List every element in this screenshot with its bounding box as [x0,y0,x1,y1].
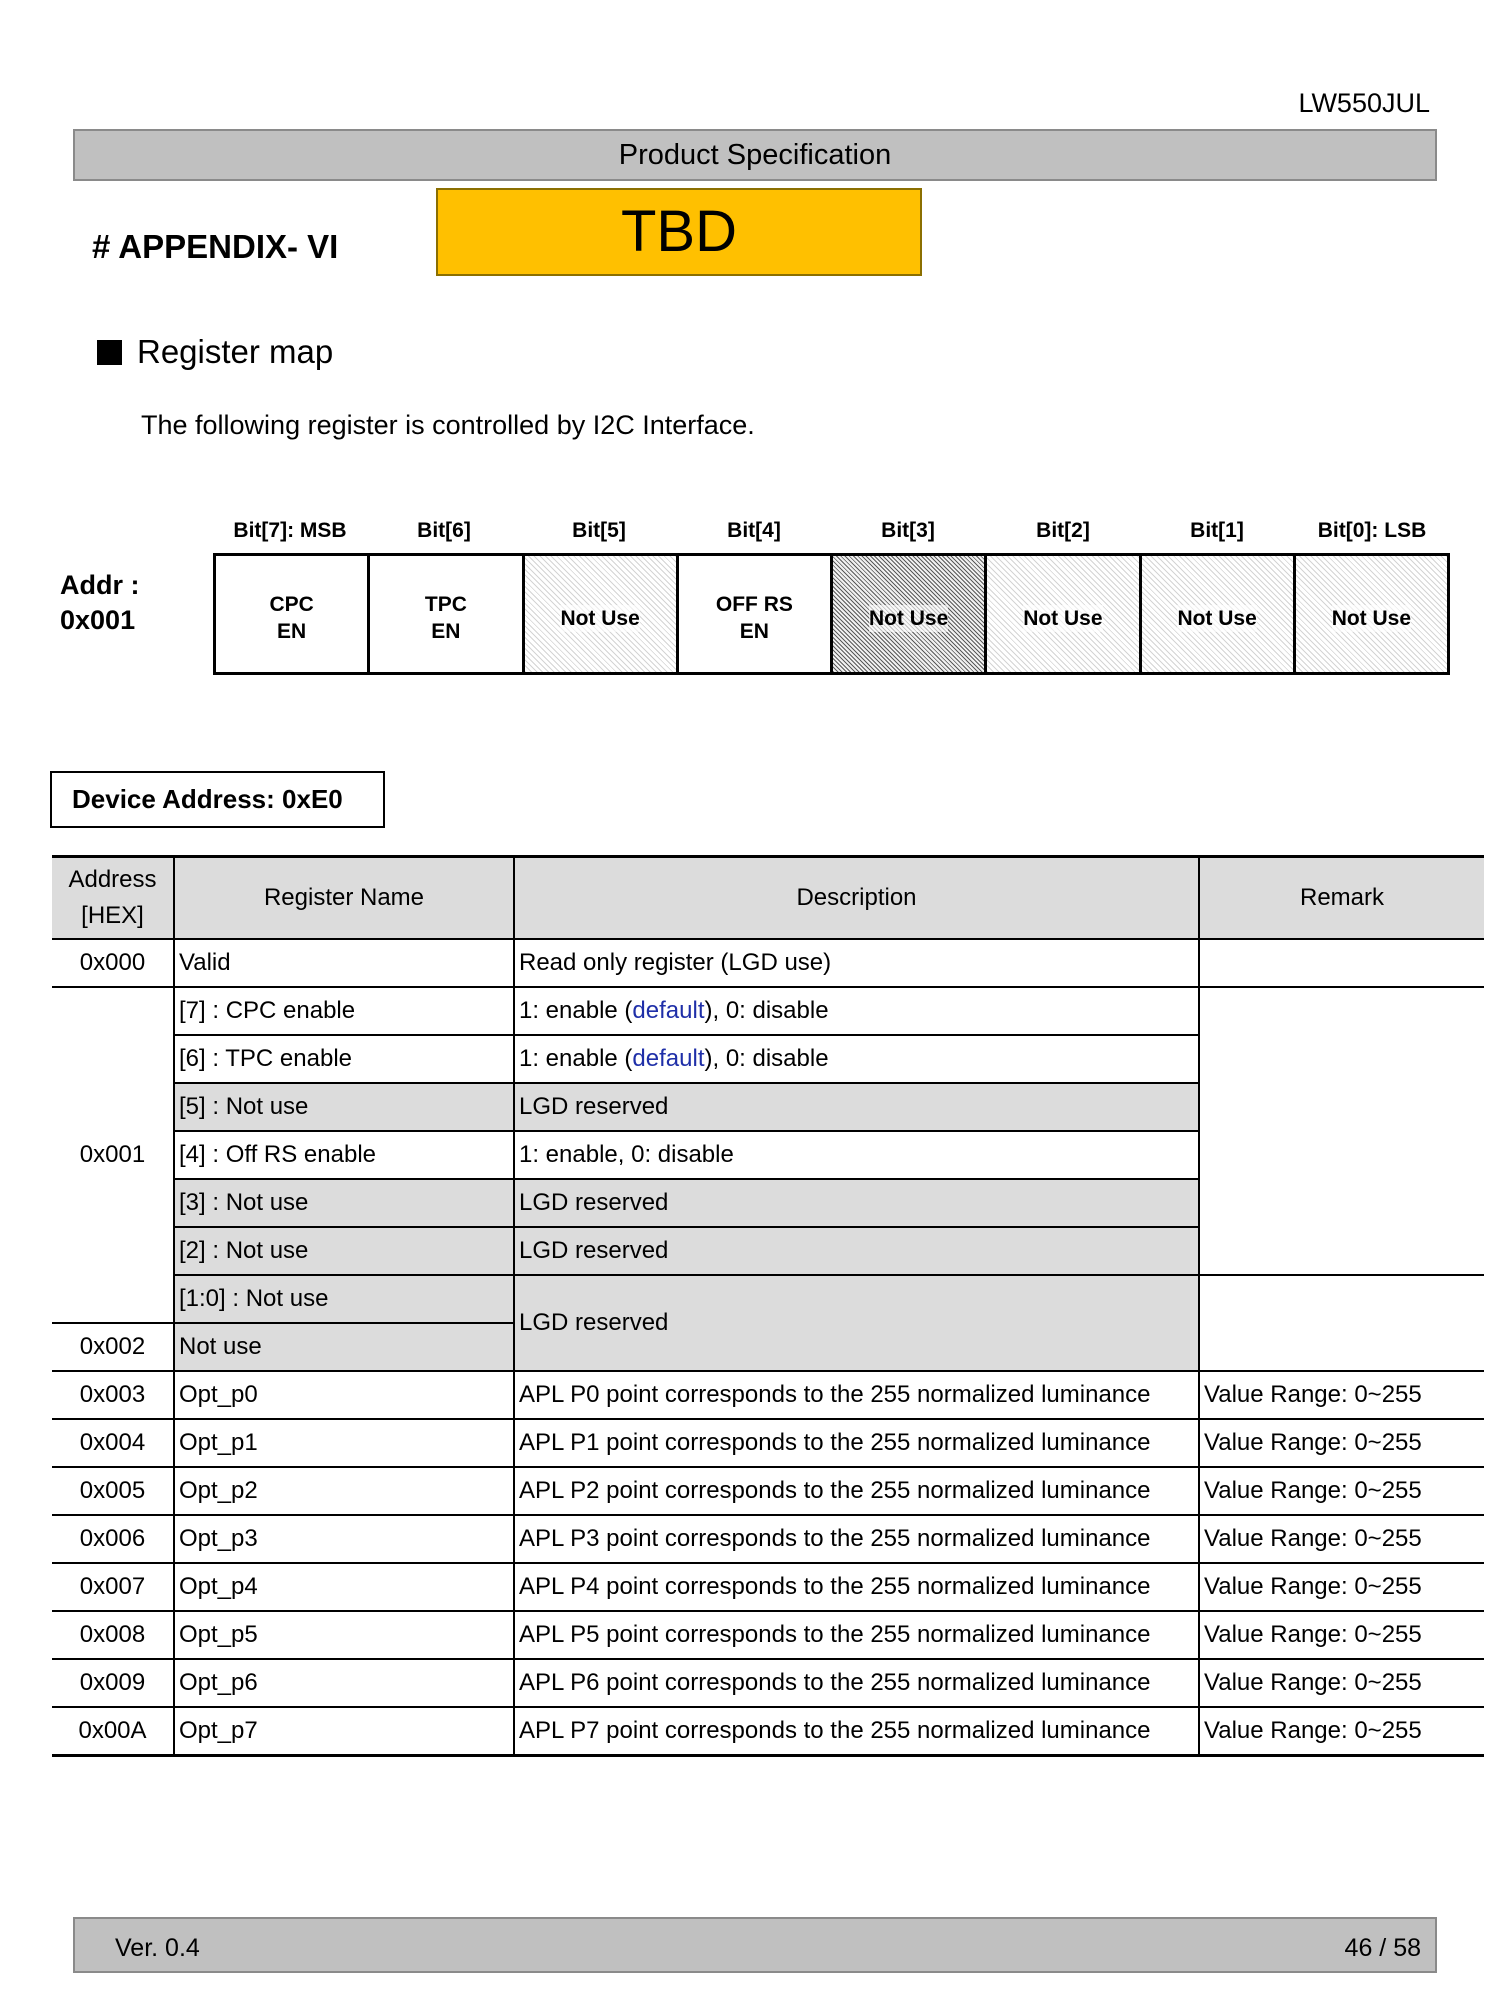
col-header-register-name: Register Name [174,857,514,940]
desc-text: 1: enable ( [519,1045,633,1072]
cell-description [514,987,1199,1035]
bit-label: Bit[4] [727,519,781,542]
table-row [52,987,1484,1035]
cell-register-name: Opt_p2 [174,1467,514,1515]
desc-text: ), 0: disable [704,997,829,1024]
table-row [52,1275,1484,1323]
cell-remark: Value Range: 0~255 [1199,1659,1484,1707]
bit-cell-text: Not Use [868,606,949,630]
cell-register-name: Opt_p4 [174,1563,514,1611]
table-row [52,1563,1484,1611]
cell-remark [1199,939,1484,987]
cell-description: APL P4 point corresponds to the 255 normalized luminance [514,1563,1199,1611]
cell-address: 0x009 [52,1659,174,1707]
bit-cell-text: Not Use [1331,606,1412,630]
cell-remark: Value Range: 0~255 [1199,1419,1484,1467]
table-row [52,1515,1484,1563]
bit-cell-text: Not Use [1177,606,1257,630]
bit-register-diagram [213,553,1450,675]
page-title: Product Specification [618,139,892,171]
square-bullet-icon [97,340,122,365]
cell-address: 0x000 [52,939,174,987]
cell-description: Read only register (LGD use) [514,939,1199,987]
table-row [52,1371,1484,1419]
cell-address: 0x006 [52,1515,174,1563]
cell-register-name: [5] : Not use [174,1083,514,1131]
cell-register-name: Not use [174,1323,514,1371]
cell-remark: Value Range: 0~255 [1199,1371,1484,1419]
bitmap-address-label [60,568,139,638]
cell-address: 0x004 [52,1419,174,1467]
table-row [52,939,1484,987]
bit-cell-0 [1296,556,1447,672]
bit-label: Bit[5] [572,519,626,542]
cell-register-name: [1:0] : Not use [174,1275,514,1323]
bit-label: Bit[7]: MSB [233,519,347,542]
addr-value: 0x001 [60,605,136,635]
cell-description [514,1035,1199,1083]
cell-description: APL P5 point corresponds to the 255 normalized luminance [514,1611,1199,1659]
cell-description: APL P3 point corresponds to the 255 normalized luminance [514,1515,1199,1563]
col-header-remark: Remark [1199,857,1484,940]
section-intro: The following register is controlled by I2C Interface. [141,410,755,440]
cell-register-name: [4] : Off RS enable [174,1131,514,1179]
default-marker: default [632,997,705,1024]
col-header-description: Description [514,857,1199,940]
section-heading: Register map [137,333,334,370]
bit-cell-1 [1142,556,1296,672]
document-code: LW550JUL [1298,88,1430,118]
cell-register-name: Opt_p5 [174,1611,514,1659]
cell-register-name: Opt_p3 [174,1515,514,1563]
bit-cell-text: Not Use [1023,606,1103,630]
cell-register-name: Opt_p1 [174,1419,514,1467]
device-address-box: Device Address: 0xE0 [50,771,385,828]
appendix-title: # APPENDIX- VI [92,228,339,265]
cell-description: LGD reserved [514,1179,1199,1227]
table-header-row [52,857,1484,940]
table-row [52,1467,1484,1515]
desc-text: 1: enable ( [519,997,633,1024]
page-footer-bar [73,1917,1437,1973]
bit-cell-text: OFF RS EN [715,593,793,643]
table-row [52,1419,1484,1467]
cell-description: LGD reserved [514,1275,1199,1371]
bit-cell-4 [679,556,833,672]
bit-cell-5 [525,556,679,672]
bit-label: Bit[1] [1190,519,1244,542]
bit-label: Bit[0]: LSB [1317,519,1427,542]
cell-address: 0x001 [52,987,174,1323]
cell-register-name: Valid [174,939,514,987]
page-number: 46 / 58 [1344,1934,1421,1962]
tbd-badge: TBD [436,188,922,276]
bit-cell-3 [833,556,987,672]
cell-remark [1199,987,1484,1275]
cell-address: 0x008 [52,1611,174,1659]
cell-description: APL P7 point corresponds to the 255 normalized luminance [514,1707,1199,1756]
addr-label-line: Addr : [60,570,140,600]
cell-address: 0x002 [52,1323,174,1371]
col-header-address: Address [HEX] [52,857,174,940]
table-row [52,1707,1484,1756]
cell-remark: Value Range: 0~255 [1199,1563,1484,1611]
cell-description: APL P0 point corresponds to the 255 normalized luminance [514,1371,1199,1419]
page-header-bar [73,129,1437,181]
cell-remark: Value Range: 0~255 [1199,1707,1484,1756]
bit-label: Bit[2] [1036,519,1090,542]
cell-description: LGD reserved [514,1227,1199,1275]
register-table [52,855,1484,1757]
bit-cell-text: Not Use [560,606,640,630]
table-row [52,1611,1484,1659]
cell-register-name: [7] : CPC enable [174,987,514,1035]
cell-register-name: Opt_p7 [174,1707,514,1756]
bit-label: Bit[3] [881,519,935,542]
bit-cell-6 [370,556,524,672]
cell-remark: Value Range: 0~255 [1199,1515,1484,1563]
cell-register-name: [3] : Not use [174,1179,514,1227]
cell-description: APL P6 point corresponds to the 255 normalized luminance [514,1659,1199,1707]
cell-register-name: Opt_p0 [174,1371,514,1419]
cell-address: 0x00A [52,1707,174,1756]
cell-register-name: [2] : Not use [174,1227,514,1275]
bit-cell-2 [987,556,1141,672]
cell-remark: Value Range: 0~255 [1199,1467,1484,1515]
cell-register-name: [6] : TPC enable [174,1035,514,1083]
version-label: Ver. 0.4 [115,1934,200,1962]
bit-cell-text: TPC EN [424,593,467,643]
cell-address: 0x003 [52,1371,174,1419]
default-marker: default [632,1045,705,1072]
bit-cell-7 [216,556,370,672]
bit-label: Bit[6] [417,519,471,542]
bit-cell-text: CPC EN [269,593,314,643]
desc-text: ), 0: disable [704,1045,829,1072]
table-row [52,1659,1484,1707]
cell-description: 1: enable, 0: disable [514,1131,1199,1179]
cell-register-name: Opt_p6 [174,1659,514,1707]
cell-address: 0x005 [52,1467,174,1515]
cell-description: APL P2 point corresponds to the 255 normalized luminance [514,1467,1199,1515]
cell-address: 0x007 [52,1563,174,1611]
cell-remark [1199,1275,1484,1371]
cell-description: LGD reserved [514,1083,1199,1131]
cell-description: APL P1 point corresponds to the 255 normalized luminance [514,1419,1199,1467]
cell-remark: Value Range: 0~255 [1199,1611,1484,1659]
